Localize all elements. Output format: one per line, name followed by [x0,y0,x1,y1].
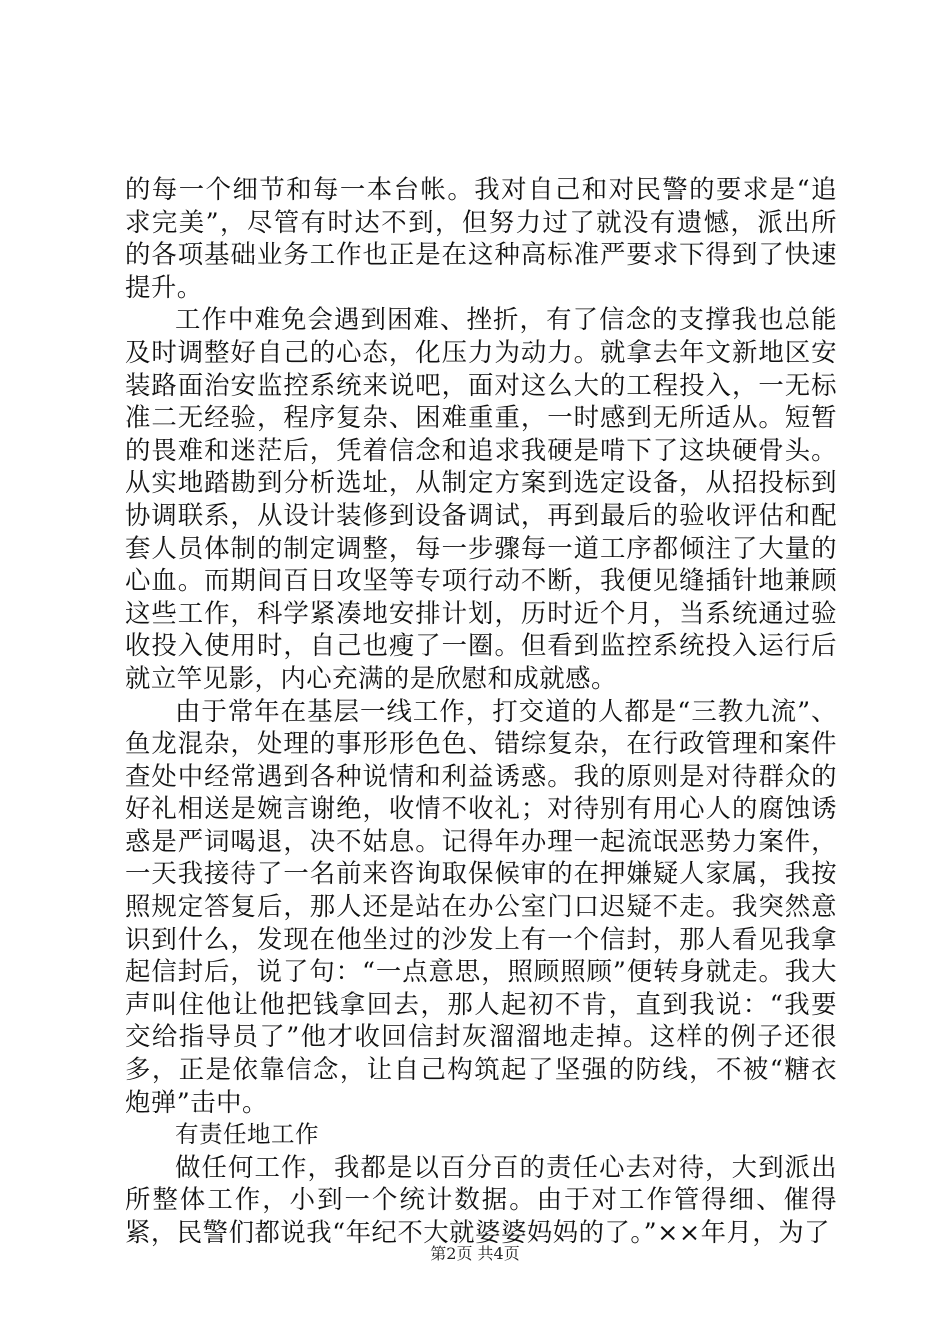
paragraph-integrity: 由于常年在基层一线工作，打交道的人都是“三教九流”、鱼龙混杂，处理的事形形色色、错综复杂，在行政管理和案件查处中经常遇到各种说情和利益诱惑。我的原则是对待群众的好礼相送是婉言谢绝，收情不收礼；对待别有用心人的腐蚀诱惑是严词喝退，决不姑息。记得年办理一起流氓恶势力案件，一天我接待了一名前来咨询取保候审的在押嫌疑人家属，我按照规定答复后，那人还是站在办公室门口迟疑不走。我突然意识到什么，发现在他坐过的沙发上有一个信封，那人看见我拿起信封后，说了句：“一点意思，照顾照顾”便转身就走。我大声叫住他让他把钱拿回去，那人起初不肯，直到我说：“我要交给指导员了”他才收回信封灰溜溜地走掉。这样的例子还很多，正是依靠信念，让自己构筑起了坚强的防线，不被“糖衣炮弹”击中。 [125,695,837,1117]
paragraph-responsibility: 做任何工作，我都是以百分百的责任心去对待，大到派出所整体工作，小到一个统计数据。由于对工作管得细、催得紧，民警们都说我“年纪不大就婆婆妈妈的了。”××年月，为了 [125,1151,837,1247]
paragraph-continuation: 的每一个细节和每一本台帐。我对自己和对民警的要求是“追求完美”，尽管有时达不到，但努力过了就没有遗憾，派出所的各项基础业务工作也正是在这种高标准严要求下得到了快速提升。 [125,174,837,302]
page-number-footer: 第2页 共4页 [430,1244,520,1263]
section-heading: 有责任地工作 [175,1120,319,1149]
paragraph-difficulties: 工作中难免会遇到困难、挫折，有了信念的支撑我也总能及时调整好自己的心态，化压力为动力。就拿去年文新地区安装路面治安监控系统来说吧，面对这么大的工程投入，一无标准二无经验，程序复杂、困难重重，一时感到无所适从。短暂的畏难和迷茫后，凭着信念和追求我硬是啃下了这块硬骨头。从实地踏勘到分析选址，从制定方案到选定设备，从招投标到协调联系，从设计装修到设备调试，再到最后的验收评估和配套人员体制的制定调整，每一步骤每一道工序都倾注了大量的心血。而期间百日攻坚等专项行动不断，我便见缝插针地兼顾这些工作，科学紧凑地安排计划，历时近个月，当系统通过验收投入使用时，自己也瘦了一圈。但看到监控系统投入运行后就立竿见影，内心充满的是欣慰和成就感。 [125,304,837,693]
document-body [125,173,837,1249]
